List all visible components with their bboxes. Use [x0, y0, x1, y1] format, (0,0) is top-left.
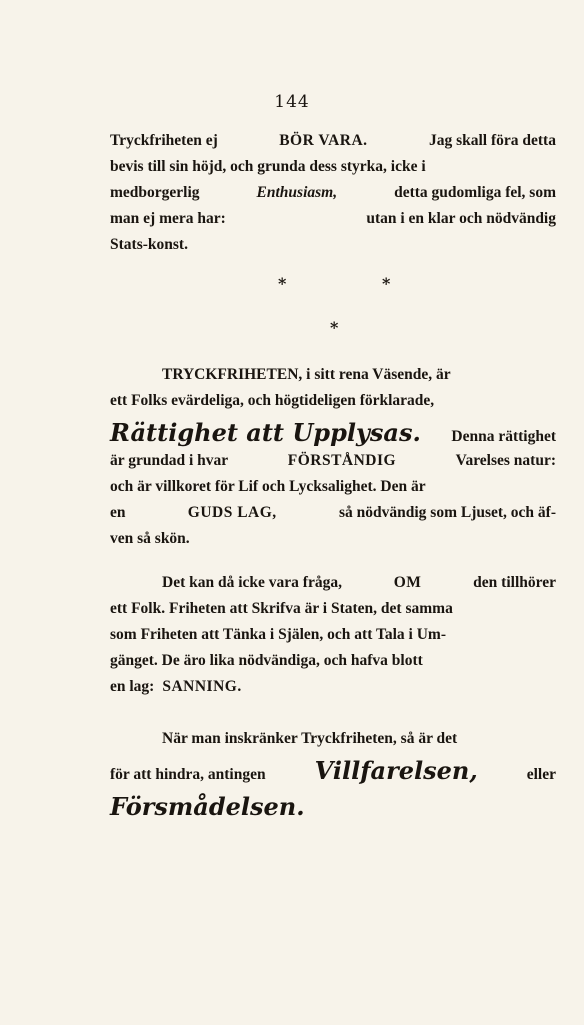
text-line: ett Folk. Friheten att Skrifva är i Staten, det samma	[110, 600, 453, 617]
paragraph-2	[110, 366, 556, 556]
page-number: 144	[274, 92, 310, 112]
text-line: TRYCKFRIHETEN, i sitt rena Väsende, är	[162, 366, 451, 383]
text-line: som Friheten att Tänka i Själen, och att Tala i Um-	[110, 626, 446, 643]
text-line: ven så skön.	[110, 530, 190, 547]
text-line: man ej mera har: utan i en klar och nödvändig	[110, 210, 556, 227]
text-line: en lag: SANNING.	[110, 678, 242, 695]
text-line: När man inskränker Tryckfriheten, så är det	[162, 730, 458, 747]
text-line: och är villkoret för Lif och Lycksalighet. Den är	[110, 478, 426, 495]
asterisk: *	[382, 274, 391, 293]
asterisk: *	[330, 318, 339, 337]
text-line: medborgerlig Enthusiasm, detta gudomliga fel, som	[110, 184, 556, 201]
text-line: Försmådelsen.	[110, 792, 305, 821]
asterisk: *	[278, 274, 287, 293]
paragraph-3	[110, 574, 556, 704]
paragraph-1	[110, 132, 556, 262]
text-line: Stats-konst.	[110, 236, 188, 253]
text-line: bevis till sin höjd, och grunda dess styrka, icke i	[110, 158, 426, 175]
text-line: Rättighet att Upplysas. Denna rättighet	[110, 418, 556, 447]
text-line: gänget. De äro lika nödvändiga, och hafva blott	[110, 652, 423, 669]
text-line: Tryckfriheten ej BÖR VARA. Jag skall föra detta	[110, 132, 556, 149]
section-divider	[0, 274, 584, 344]
paragraph-4	[110, 730, 556, 826]
text-line: en GUDS LAG, så nödvändig som Ljuset, och äf-	[110, 504, 556, 521]
text-line: är grundad i hvar FÖRSTÅNDIG Varelses natur:	[110, 452, 556, 469]
text-line: för att hindra, antingen Villfarelsen, eller	[110, 756, 556, 785]
text-line: ett Folks evärdeliga, och högtideligen förklarade,	[110, 392, 435, 409]
text-line: Det kan då icke vara fråga, OM den tillhörer	[162, 574, 556, 591]
